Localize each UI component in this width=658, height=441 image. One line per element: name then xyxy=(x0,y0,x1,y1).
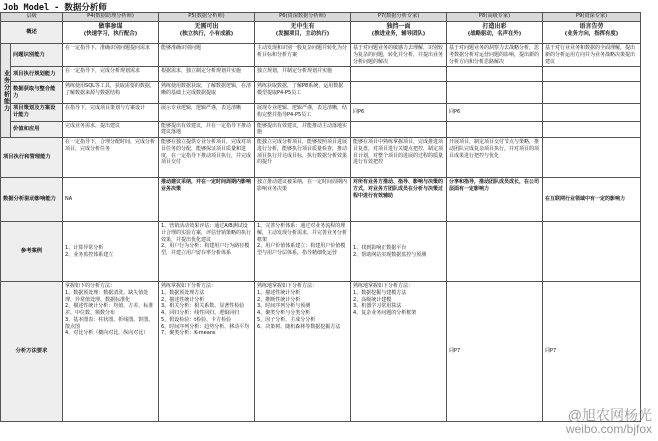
table-cell: 独立规划，并制定分析规划并实施 xyxy=(255,67,351,82)
row-label: 数据获取与整合能力 xyxy=(11,82,63,104)
table-cell xyxy=(447,67,543,82)
table-cell xyxy=(543,67,641,82)
overview-subtitle: (发掘项目，主动执行) xyxy=(275,30,330,37)
table-cell: 基于对问题业务的洞察力去战略分析，思考数据分析对运营问题的影响，提出新的分析方向和分析思路解决 xyxy=(447,44,543,67)
overview-p4 xyxy=(63,22,159,44)
table-cell: 能够提出有效建议，并在一定指导下推动建议落地 xyxy=(159,121,255,138)
header-level-p7: P7(数据分析专家) xyxy=(351,13,447,22)
table-cell xyxy=(543,82,641,104)
table-cell: 独立推动建议被采纳，在一定时间周期内影响业务决策 xyxy=(255,178,351,222)
overview-p8 xyxy=(447,22,543,44)
header-level-label: 层级 xyxy=(1,13,63,22)
table-cell: 完成业务需求，提出建议 xyxy=(63,121,159,138)
table-row xyxy=(1,222,641,282)
overview-subtitle: (业务方向，指挥有度) xyxy=(564,30,619,37)
overview-subtitle: (推进业务，辅导团队) xyxy=(371,30,426,37)
row-label: 项目执行和管理能力 xyxy=(1,138,63,178)
job-model-table xyxy=(0,12,641,422)
row-label: 项目执行规划能力 xyxy=(11,67,63,82)
table-cell xyxy=(447,82,543,104)
table-row xyxy=(1,82,641,104)
table-row xyxy=(1,138,641,178)
table-cell: 在一定指导下，准确识别问题提问需求 xyxy=(63,44,159,67)
table-cell: 展现专业逻辑、逻辑严谨，表达清晰，结构完整并指导P4-P5员工 xyxy=(255,104,351,121)
table-cell: 1、计算异常分析 2、业务监控体系建立 xyxy=(63,222,159,282)
table-cell: 在一定指导下，合理分配时间，完成分析项目，完成分析任务 xyxy=(63,138,159,178)
row-label: 项目策划及方案设计能力 xyxy=(11,104,63,121)
table-cell: 推动建议采纳，并在一定时间周期内影响业务决策 xyxy=(159,178,255,222)
overview-title: 独挡一面 xyxy=(386,23,411,30)
table-row xyxy=(1,282,641,422)
overview-p7 xyxy=(351,22,447,44)
overview-title: 无需可出 xyxy=(194,23,219,30)
table-cell: 对所有业务方推动、指导、影响与决策的方式，对业务方团队成员在分析与决策过程中进行有效辅助 xyxy=(351,178,447,222)
table-cell: 熟练地掌握如下分析方法： 1、描述性统计分析 2、推断性统计分析 3、时间序列分析与预测 4、聚类分析与分类分析 5、因子分析、主成分分析 6、决策树、随机森林等数据挖掘方法 xyxy=(255,282,351,422)
table-cell: 同P6 xyxy=(351,104,447,121)
table-cell: 根据需求，独立制定分析规划并实施 xyxy=(159,67,255,82)
row-label: 数据分析驱动影响能力 xyxy=(1,178,63,222)
overview-p9 xyxy=(543,22,641,44)
table-row xyxy=(1,121,641,138)
table-cell: 1、营销活动效果评估：通过A/B测试设计合理的实验方案，评估营销策略的执行效果，并提出优化建议 2、用户行为分析：构建用户行为路径模型，并建立用户留存率分析体系 xyxy=(159,222,255,282)
table-cell: 1、找到影响正数据平台 2、帮助网站实现数据监控与预测 xyxy=(351,222,447,282)
header-level-p4: P4(数据助理分析师) xyxy=(63,13,159,22)
header-row xyxy=(1,13,641,22)
overview-label: 概述 xyxy=(1,22,63,44)
table-cell: 熟练使用数据获取，了解数据逻辑，在清晰的基础上完成数据提取 xyxy=(159,82,255,104)
table-cell: 基于对行业业务和数据的全面理解，提出新的分析运用方向并为业务战略决策提出建议 xyxy=(543,44,641,67)
table-cell: 开展项目，制定项目交付节点与策略，推动团队完成复杂项目执行，并对项目的项目成果进行把控与优化 xyxy=(447,138,543,178)
table-cell: 分享和指导，推动团队成员成长，在公司层面有一定影响力 xyxy=(447,178,543,222)
table-cell xyxy=(351,67,447,82)
section-business-analysis: 业务分析能力 xyxy=(1,44,11,138)
table-row xyxy=(1,44,641,67)
overview-row xyxy=(1,22,641,44)
watermark xyxy=(566,407,652,437)
table-cell: 能独立完成分析项目，能够按照项目进展进行分析，能够执行项目质量检查，推动项目执行并达成目标，执行数据分析效果的提升 xyxy=(255,138,351,178)
overview-p6 xyxy=(255,22,351,44)
table-cell: 1、完善分析体系：通过对业务流程的理解，主动发现分析需求，并完善业务分析框架 2、用户价值体系建立：构建用户价值模型与用户分层体系，指导精细化运营 xyxy=(255,222,351,282)
table-cell: 掌握如下的分析方法： 1、数据预处理：数据清洗、缺失值处理、异常值处理、数据标准化 2、描述性统计分析：均值、方差、标准差、中位数、频数分布 3、基本图表：柱状图、折线图、饼图、散点图 4、对比分析（横向对比、纵向对比） xyxy=(63,282,159,422)
table-cell xyxy=(351,82,447,104)
table-cell: NA xyxy=(63,178,159,222)
row-label: 分析方法要求 xyxy=(1,282,63,422)
table-cell: 同P6 xyxy=(447,104,543,121)
table-cell: 熟练地掌握如下分析方法： 1、数据挖掘与建模方法 2、高级统计建模 3、机器学习常用算法 4、复杂业务问题的分析框架 xyxy=(351,282,447,422)
table-cell: 能够提出有效建议，并能推动主动落地实施 xyxy=(255,121,351,138)
table-cell xyxy=(543,104,641,121)
table-row xyxy=(1,104,641,121)
table-cell xyxy=(447,121,543,138)
table-cell xyxy=(543,138,641,178)
header-level-p5: P5(数据分析师) xyxy=(159,13,255,22)
table-cell xyxy=(351,121,447,138)
table-cell: 同P7 xyxy=(447,282,543,422)
table-cell: 主动发现和识别一般复杂问题并转化为分析目标和分析方案 xyxy=(255,44,351,67)
table-cell: 能够准确识别问题 xyxy=(159,44,255,67)
overview-p5 xyxy=(159,22,255,44)
watermark-handle: @旭农网杨光 xyxy=(567,407,652,424)
overview-title: 无中生有 xyxy=(290,23,315,30)
watermark-url: weibo.com/bjfox xyxy=(565,422,652,437)
table-cell: 熟练获取数据，了解P8系统，运用数据模型提取P4-P5员工 xyxy=(255,82,351,104)
header-level-p6: P6(资深数据分析师) xyxy=(255,13,351,22)
overview-subtitle: (战略驱动，名声在外) xyxy=(467,30,522,37)
table-cell: 熟练掌握如下分析方法： 1、数据预处理方法 2、描述性统计分析 3、相关分析：相关系数、显著性检验 4、回归分析：线性回归、逻辑回归 5、假设检验：t检验、卡方检验 6、时间序列分析：趋势分析、移动平均 7、聚类分析：K-means xyxy=(159,282,255,422)
overview-title: 打造出彩 xyxy=(482,23,507,30)
document-title: Job Model - 数据分析师 xyxy=(3,3,107,13)
overview-title: 做事参谋 xyxy=(98,23,123,30)
table-cell: 展示专业逻辑，逻辑严谨，表达清晰 xyxy=(159,104,255,121)
table-cell: 在一定指导下，完成分析规划需求 xyxy=(63,67,159,82)
table-cell xyxy=(447,222,543,282)
row-label: 参考案例 xyxy=(1,222,63,282)
table-cell: 在互联网行业领域中有一定的影响力 xyxy=(543,178,641,222)
table-cell: 同P7 xyxy=(543,282,641,422)
table-cell: 熟练使用SQL等工具，获取需要的数据，了解数据来源与数据结构 xyxy=(63,82,159,104)
overview-subtitle: (快速学习，执行配合) xyxy=(83,30,138,37)
table-cell: 基于对问题业务的敏感力去理解，识别较为复杂的问题，转化并分析，并提出业务分析问题的解决 xyxy=(351,44,447,67)
row-label: 问题识别能力 xyxy=(11,44,63,67)
row-label: 价值和应用 xyxy=(11,121,63,138)
table-cell: 在指导下，完成项目策划与方案设计 xyxy=(63,104,159,121)
table-cell: 能够在独立提供专业分析项目，完成对项目任务的分配，能够保证项目质量和进度，在一定指导下推动项目执行，并完成项目交付 xyxy=(159,138,255,178)
table-cell xyxy=(543,222,641,282)
overview-subtitle: (独立执行，小有成就) xyxy=(179,30,234,37)
table-row xyxy=(1,67,641,82)
overview-title: 语言告劳 xyxy=(579,23,604,30)
table-cell: 能够在项目中熟练掌握项目，完成推进项目复盘，对项目进行关键点把控，制定项目计划，对整个项目的进展的过程的质量进行有效把控 xyxy=(351,138,447,178)
table-row xyxy=(1,178,641,222)
table-cell xyxy=(543,121,641,138)
header-level-p9: P9(资深专家) xyxy=(543,13,641,22)
header-level-p8: P8(高级专家) xyxy=(447,13,543,22)
